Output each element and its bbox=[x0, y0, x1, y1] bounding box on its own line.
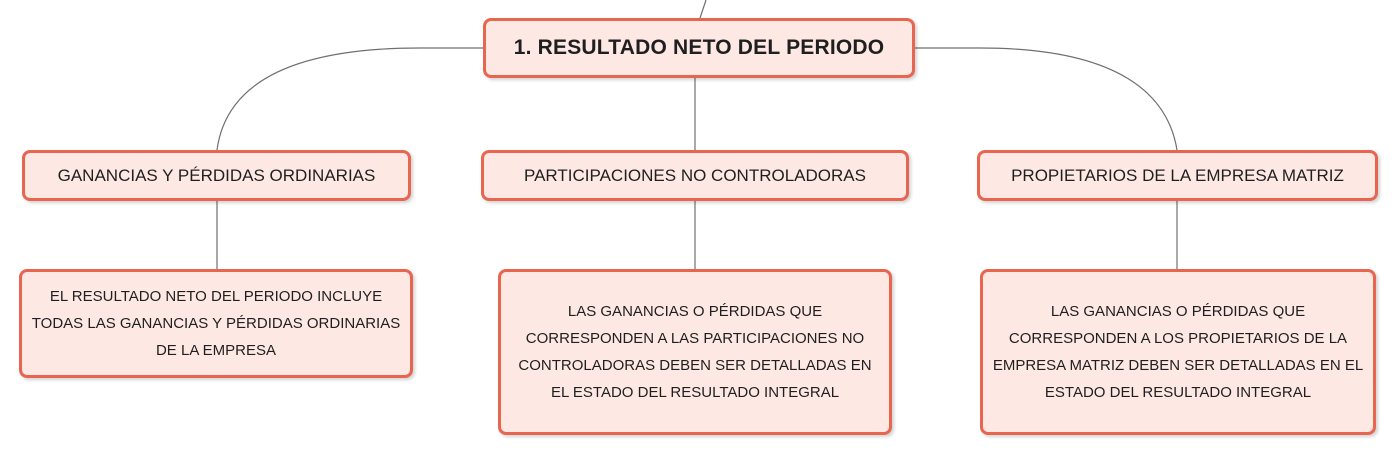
detail-node-propietarios[interactable] bbox=[980, 269, 1376, 435]
branch-node-label: PARTICIPACIONES NO CONTROLADORAS bbox=[524, 165, 866, 185]
detail-node-text: EL RESULTADO NETO DEL PERIODO INCLUYE TODAS LAS GANANCIAS Y PÉRDIDAS ORDINARIAS DE LA EMPRESA bbox=[31, 288, 401, 359]
branch-node-label: GANANCIAS Y PÉRDIDAS ORDINARIAS bbox=[57, 165, 376, 185]
branch-node-participaciones[interactable] bbox=[481, 150, 909, 201]
branch-node-propietarios[interactable] bbox=[977, 150, 1378, 201]
branch-node-label: PROPIETARIOS DE LA EMPRESA MATRIZ bbox=[1011, 165, 1344, 185]
detail-node-participaciones[interactable] bbox=[498, 269, 892, 435]
branch-node-ordinarias[interactable] bbox=[22, 150, 411, 201]
detail-node-text: LAS GANANCIAS O PÉRDIDAS QUE CORRESPONDEN A LOS PROPIETARIOS DE LA EMPRESA MATRIZ DEBEN SER DETALLADAS EN EL ESTADO DEL RESULTADO INTEGRAL bbox=[992, 303, 1364, 401]
root-node[interactable] bbox=[483, 18, 915, 78]
detail-node-ordinarias[interactable] bbox=[19, 269, 413, 378]
connector-root-to-ordinarias bbox=[217, 48, 483, 150]
connector-parent-to-root bbox=[700, 0, 706, 18]
root-node-label: 1. RESULTADO NETO DEL PERIODO bbox=[513, 36, 885, 59]
detail-node-text: LAS GANANCIAS O PÉRDIDAS QUE CORRESPONDEN A LAS PARTICIPACIONES NO CONTROLADORAS DEBEN SER DETALLADAS EN EL ESTADO DEL RESULTADO INTEGRAL bbox=[518, 303, 872, 401]
connector-root-to-propietarios bbox=[915, 48, 1177, 150]
